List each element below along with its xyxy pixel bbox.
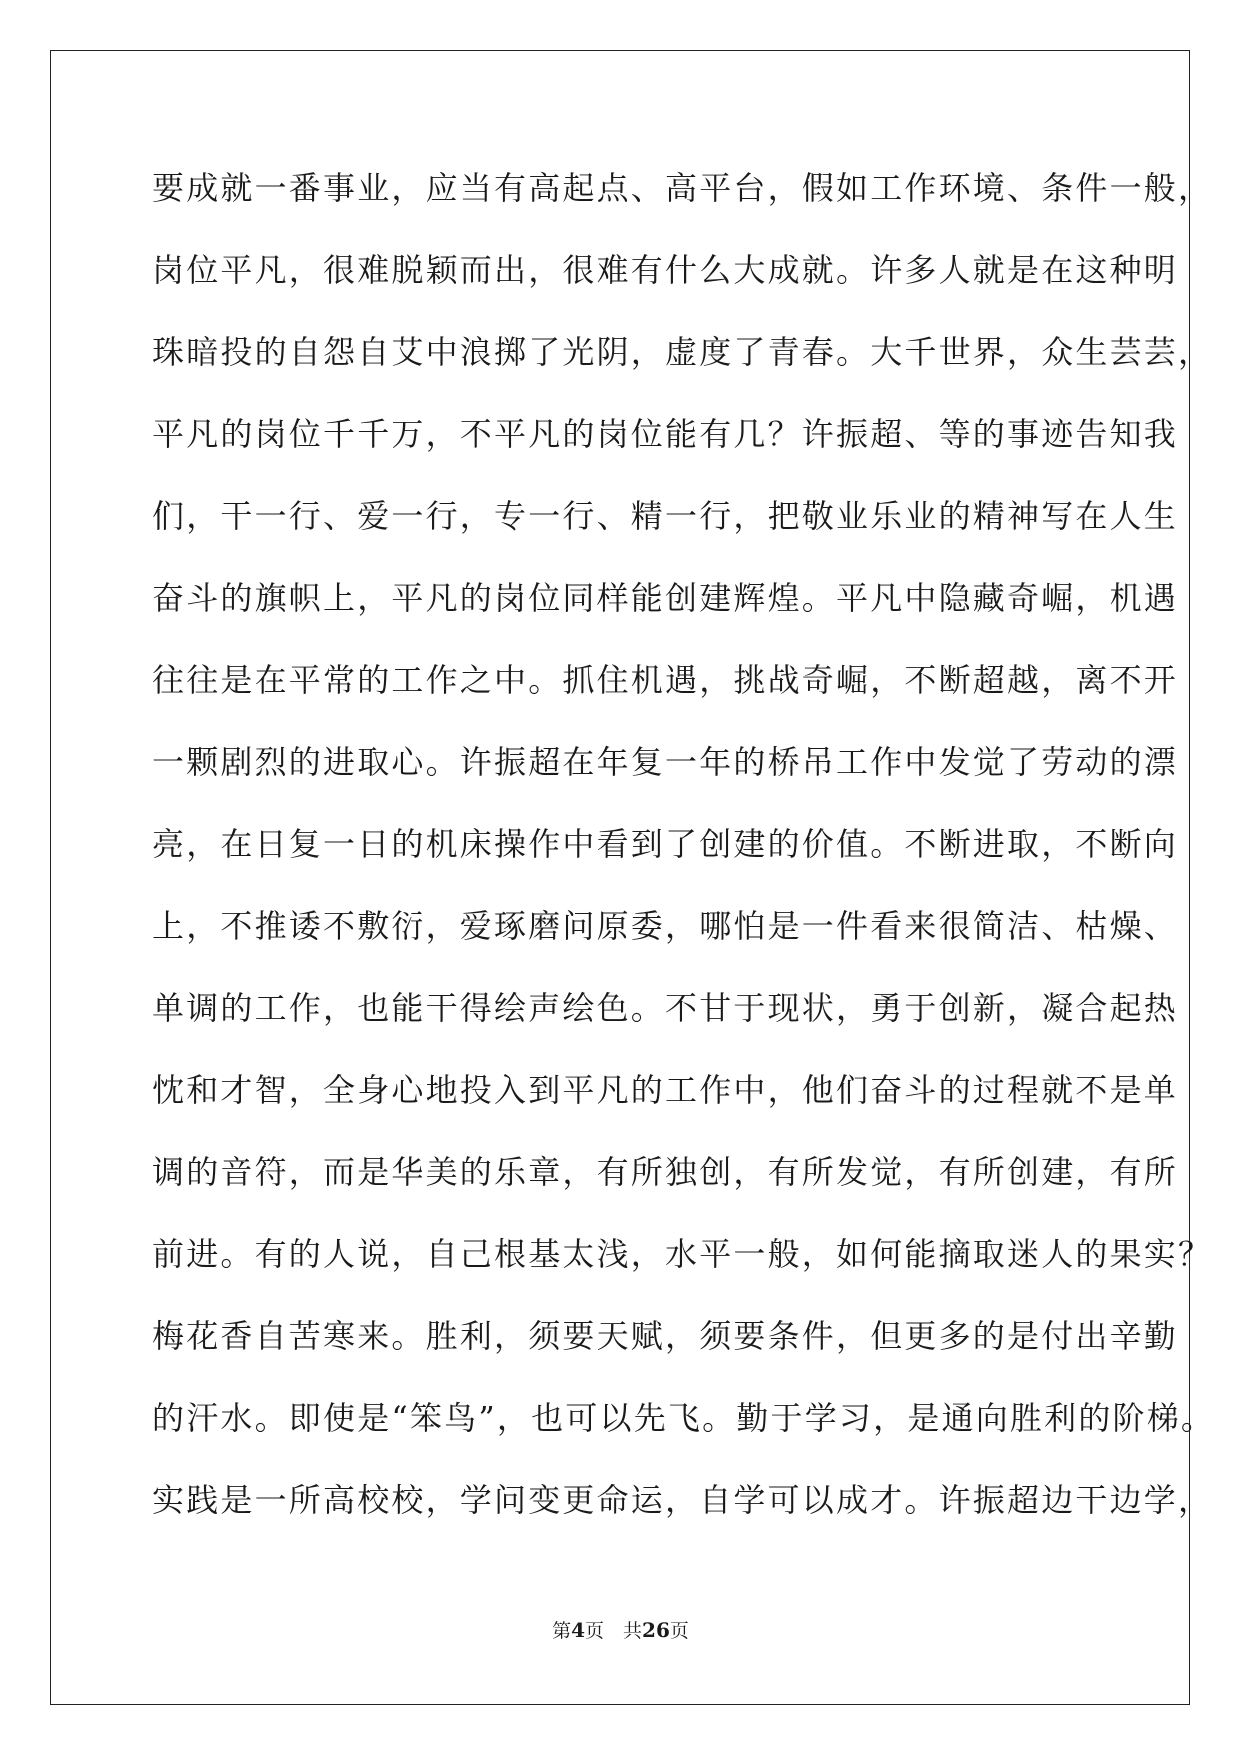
text-line: 上，不推诿不敷衍，爱琢磨问原委，哪怕是一件看来很简洁、枯燥、 — [152, 907, 1179, 945]
text-line: 珠暗投的自怨自艾中浪掷了光阴，虚度了青春。大千世界，众生芸芸， — [152, 333, 1213, 371]
text-line: 前进。有的人说，自己根基太浅，水平一般，如何能摘取迷人的果实？ — [152, 1235, 1213, 1273]
body-text — [152, 160, 1216, 1554]
text-line: 梅花香自苦寒来。胜利，须要天赋，须要条件，但更多的是付出辛勤 — [152, 1317, 1179, 1355]
text-line: 奋斗的旗帜上，平凡的岗位同样能创建辉煌。平凡中隐藏奇崛，机遇 — [152, 579, 1179, 617]
footer-middle: 页 共 — [585, 1620, 643, 1642]
text-line: 平凡的岗位千千万，不平凡的岗位能有几？许振超、等的事迹告知我 — [152, 415, 1179, 453]
total-pages-number: 26 — [642, 1618, 670, 1642]
text-line: 的汗水。即使是“笨鸟”，也可以先飞。勤于学习，是通向胜利的阶梯。 — [152, 1399, 1216, 1437]
footer-suffix: 页 — [669, 1620, 689, 1642]
text-line: 们，干一行、爱一行，专一行、精一行，把敬业乐业的精神写在人生 — [152, 497, 1179, 535]
current-page-number: 4 — [571, 1618, 586, 1642]
text-line: 单调的工作，也能干得绘声绘色。不甘于现状，勇于创新，凝合起热 — [152, 989, 1179, 1027]
text-line: 亮，在日复一日的机床操作中看到了创建的价值。不断进取，不断向 — [152, 825, 1179, 863]
footer-prefix: 第 — [552, 1620, 572, 1642]
text-line: 往往是在平常的工作之中。抓住机遇，挑战奇崛，不断超越，离不开 — [152, 661, 1179, 699]
text-line: 忱和才智，全身心地投入到平凡的工作中，他们奋斗的过程就不是单 — [152, 1071, 1179, 1109]
text-line: 岗位平凡，很难脱颖而出，很难有什么大成就。许多人就是在这种明 — [152, 251, 1179, 289]
text-line: 调的音符，而是华美的乐章，有所独创，有所发觉，有所创建，有所 — [152, 1153, 1179, 1191]
page-footer — [0, 1618, 1241, 1643]
text-line: 一颗剧烈的进取心。许振超在年复一年的桥吊工作中发觉了劳动的漂 — [152, 743, 1179, 781]
text-line: 要成就一番事业，应当有高起点、高平台，假如工作环境、条件一般， — [152, 169, 1213, 207]
text-line: 实践是一所高校校，学问变更命运，自学可以成才。许振超边干边学， — [152, 1481, 1213, 1519]
